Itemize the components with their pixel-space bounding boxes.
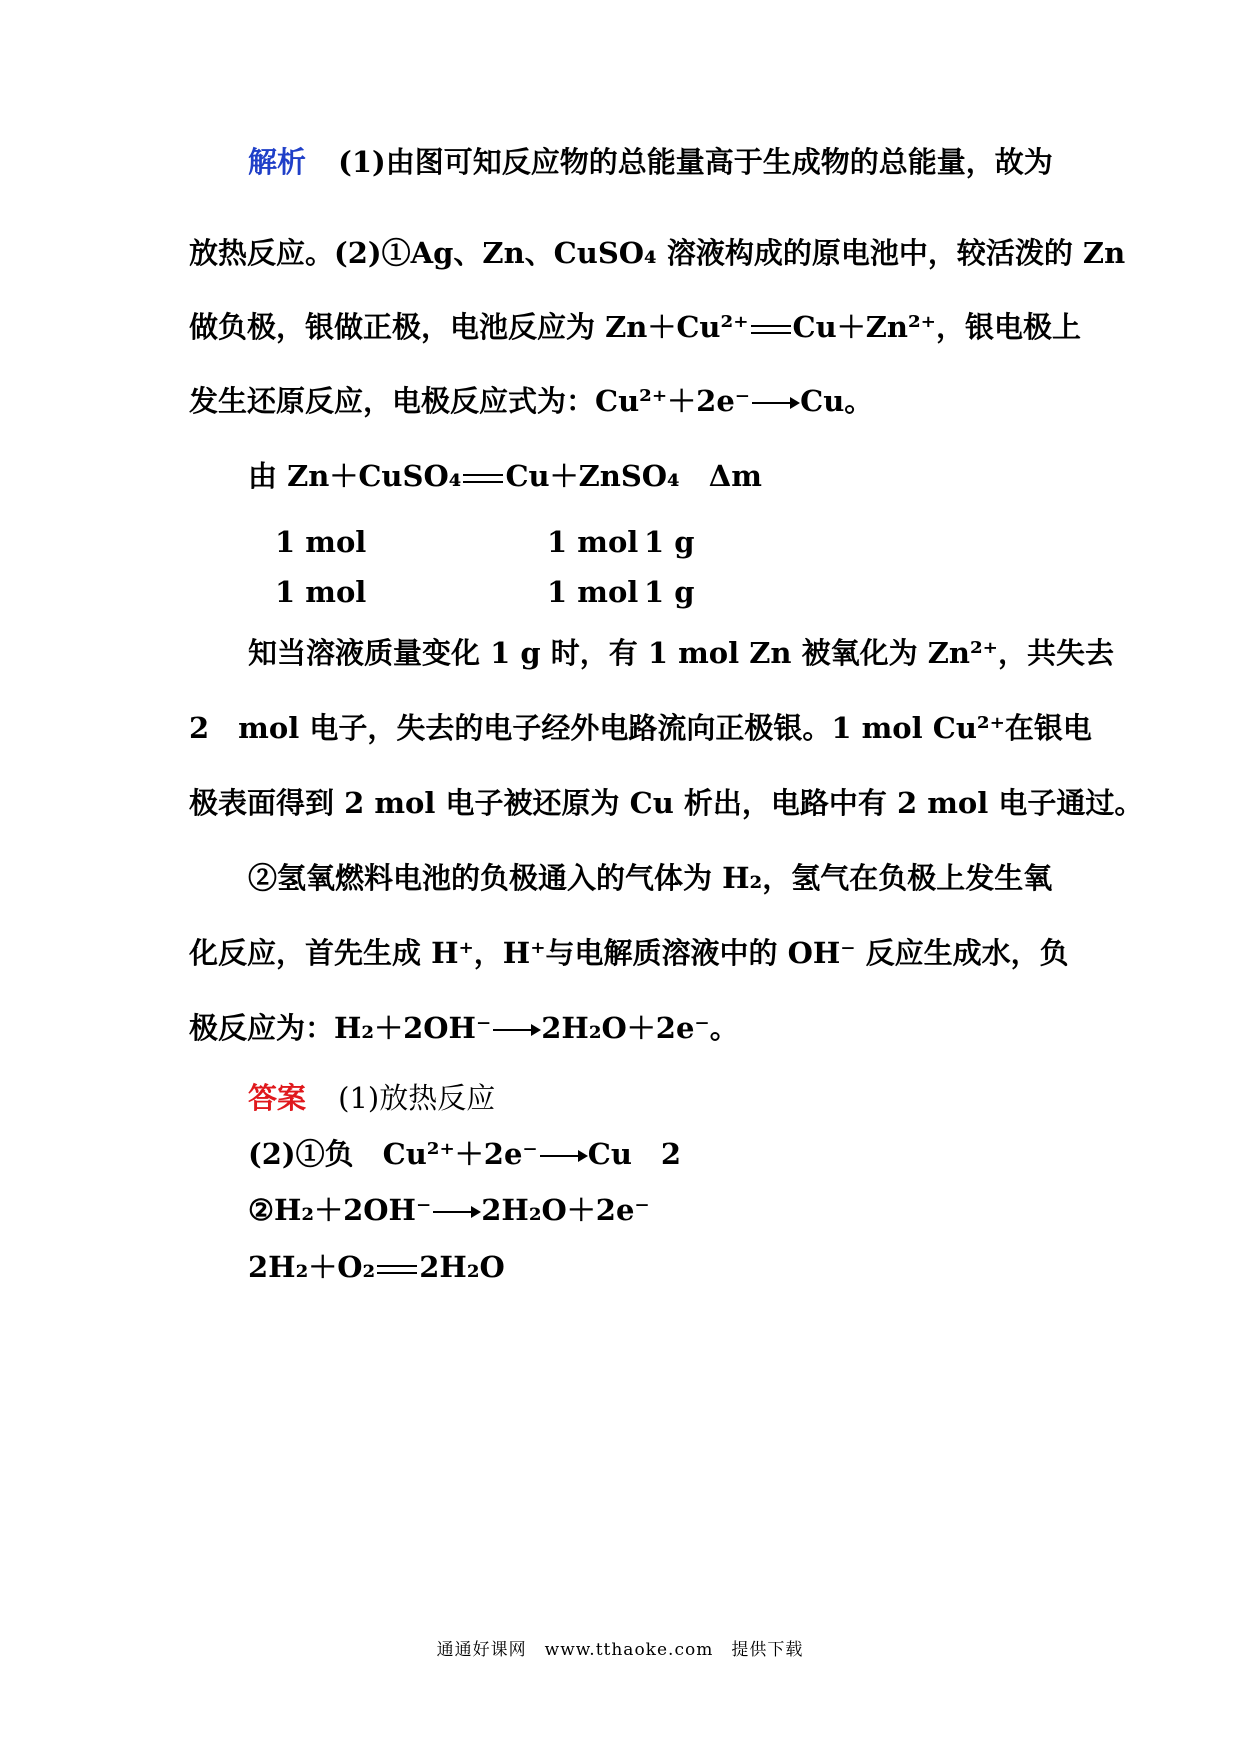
answer-text: (2)①负 Cu²⁺＋2e⁻ (248, 1137, 538, 1171)
answer-line-4 (248, 1247, 505, 1287)
answer-text: 2H₂O (419, 1250, 505, 1284)
reaction-arrow-icon (540, 1155, 586, 1157)
analysis-line-7: 极表面得到 2 mol 电子被还原为 Cu 析出，电路中有 2 mol 电子通过。 (189, 786, 1144, 820)
analysis-line-4 (189, 381, 873, 421)
answer-label: 答案 (248, 1081, 307, 1115)
ratio-row-1-col-3: 1 g (644, 525, 695, 559)
answer-text: (1)放热反应 (338, 1081, 496, 1115)
answer-text: Cu 2 (587, 1137, 682, 1171)
page-footer: 通通好课网 www.tthaoke.com 提供下载 (436, 1640, 804, 1660)
answer-line-2 (248, 1134, 681, 1174)
answer-text: 2H₂O＋2e⁻ (481, 1193, 650, 1227)
analysis-line-9: 化反应，首先生成 H⁺，H⁺与电解质溶液中的 OH⁻ 反应生成水，负 (189, 936, 1069, 970)
reaction-arrow-icon (493, 1029, 539, 1031)
ratio-row-1-col-2: 1 mol (547, 525, 639, 559)
analysis-line-10 (189, 1008, 739, 1048)
analysis-text: 做负极，银做正极，电池反应为 Zn＋Cu²⁺ (189, 310, 749, 344)
analysis-line-3 (189, 307, 1081, 347)
equals-sign-icon (377, 1265, 417, 1274)
analysis-line-2: 放热反应。(2)①Ag、Zn、CuSO₄ 溶液构成的原电池中，较活泼的 Zn (189, 236, 1126, 270)
answer-text: 2H₂＋O₂ (248, 1250, 376, 1284)
analysis-text: Cu＋Zn²⁺，银电极上 (792, 310, 1081, 344)
analysis-line-1 (248, 142, 1053, 182)
ratio-row-2-col-1: 1 mol (275, 575, 367, 609)
analysis-text: Cu。 (800, 384, 874, 418)
answer-text: ②H₂＋2OH⁻ (248, 1193, 432, 1227)
analysis-text: 2H₂O＋2e⁻。 (541, 1011, 739, 1045)
analysis-text: (1)由图可知反应物的总能量高于生成物的总能量，故为 (338, 145, 1053, 179)
analysis-text: 极反应为：H₂＋2OH⁻ (189, 1011, 492, 1045)
equation-text: 由 Zn＋CuSO₄ (248, 459, 462, 493)
analysis-line-5: 知当溶液质量变化 1 g 时，有 1 mol Zn 被氧化为 Zn²⁺，共失去 (248, 636, 1114, 670)
answer-line-1 (248, 1078, 495, 1118)
equals-sign-icon (463, 474, 503, 483)
analysis-line-8: ②氢氧燃料电池的负极通入的气体为 H₂，氢气在负极上发生氧 (248, 861, 1053, 895)
analysis-line-6: 2 mol 电子，失去的电子经外电路流向正极银。1 mol Cu²⁺在银电 (189, 711, 1092, 745)
analysis-label: 解析 (248, 145, 307, 179)
ratio-row-2-col-2: 1 mol (547, 575, 639, 609)
equals-sign-icon (751, 325, 791, 334)
equation-line (248, 456, 762, 496)
reaction-arrow-icon (433, 1211, 479, 1213)
answer-line-3 (248, 1190, 650, 1230)
equation-text: Cu＋ZnSO₄ Δm (505, 459, 762, 493)
ratio-row-2-col-3: 1 g (644, 575, 695, 609)
analysis-text: 发生还原反应，电极反应式为：Cu²⁺＋2e⁻ (189, 384, 751, 418)
reaction-arrow-icon (752, 402, 798, 404)
ratio-row-1-col-1: 1 mol (275, 525, 367, 559)
